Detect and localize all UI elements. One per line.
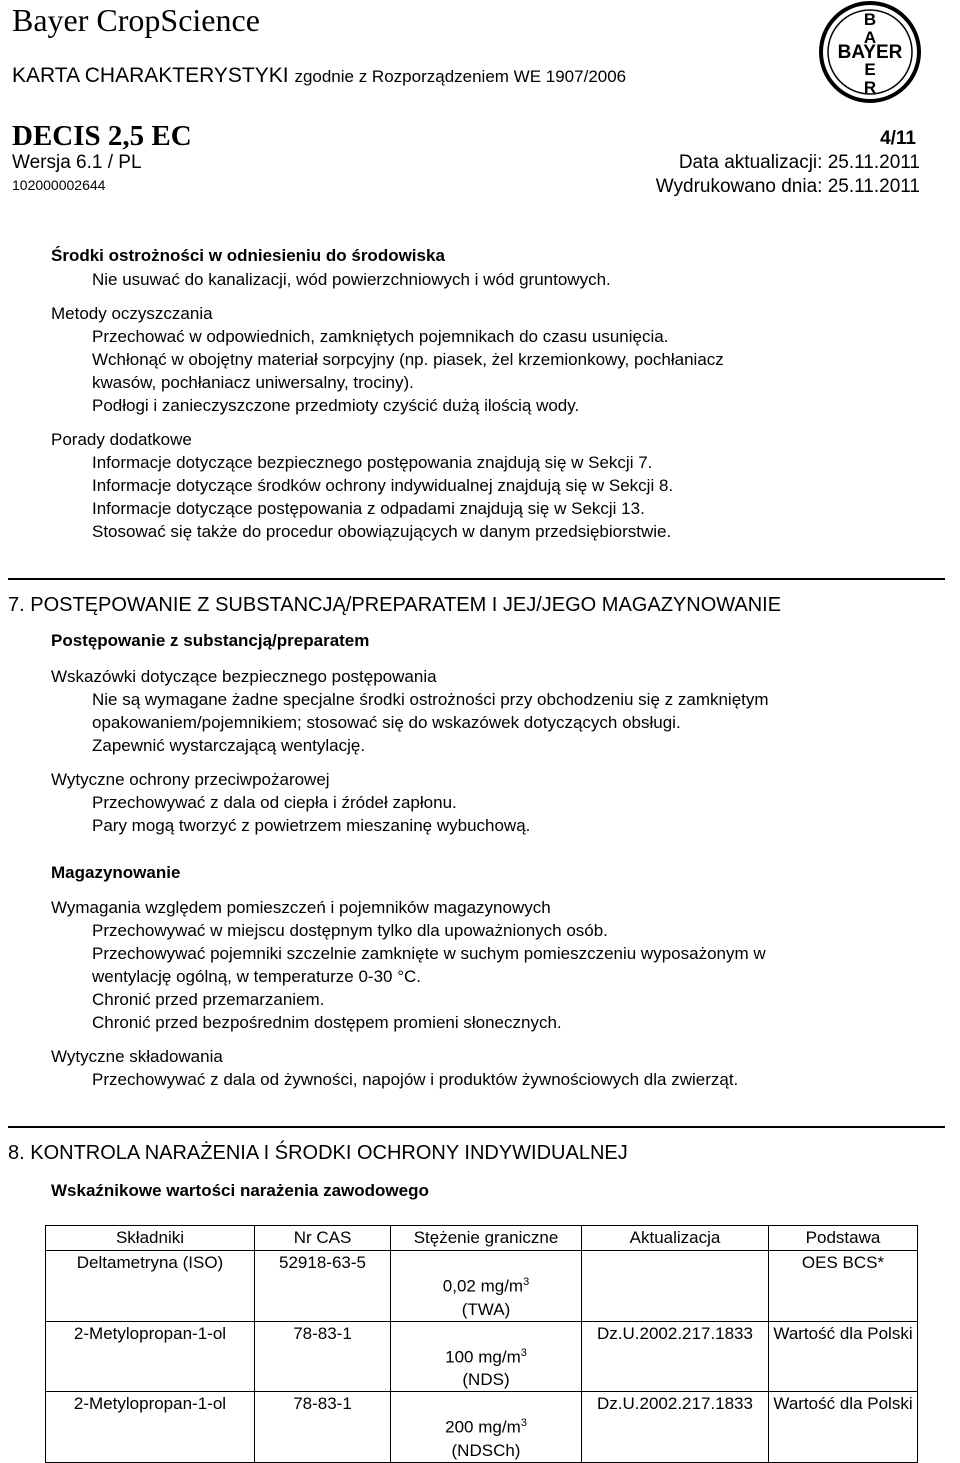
fire-protection-heading: Wytyczne ochrony przeciwpożarowej — [51, 770, 330, 789]
cell-basis: Wartość dla Polski — [769, 1321, 918, 1392]
advice-heading: Porady dodatkowe — [51, 430, 192, 449]
table-row — [46, 1251, 918, 1322]
advice-line: Stosować się także do procedur obowiązujących w danym przedsiębiorstwie. — [92, 522, 672, 541]
cell-cas: 52918-63-5 — [255, 1251, 391, 1322]
cell-update: Dz.U.2002.217.1833 — [582, 1321, 769, 1392]
cell-basis: Wartość dla Polski — [769, 1392, 918, 1463]
fire-protection-line: Przechowywać z dala od ciepła i źródeł zapłonu. — [92, 793, 457, 812]
exposure-limits-table — [45, 1225, 918, 1463]
regulation-label: zgodnie z Rozporządzeniem WE 1907/2006 — [294, 67, 627, 86]
exposure-limits-heading: Wskaźnikowe wartości narażenia zawodowego — [51, 1181, 429, 1200]
document-code: 102000002644 — [12, 177, 106, 193]
cleanup-line: Podłogi i zanieczyszczone przedmioty czyścić dużą ilością wody. — [92, 396, 580, 415]
storage-requirements-line: Przechowywać pojemniki szczelnie zamknięte w suchym pomieszczeniu wyposażonym w — [92, 944, 766, 963]
cell-basis: OES BCS* — [769, 1251, 918, 1322]
limit-exponent: 3 — [520, 1346, 527, 1359]
version-label: Wersja 6.1 / PL — [12, 152, 142, 173]
storage-heading: Magazynowanie — [51, 863, 181, 882]
advice-line: Informacje dotyczące postępowania z odpadami znajdują się w Sekcji 13. — [92, 499, 645, 518]
fire-protection-line: Pary mogą tworzyć z powietrzem mieszaninę wybuchową. — [92, 816, 531, 835]
limit-type: (TWA) — [461, 1299, 511, 1319]
column-header-component: Składniki — [46, 1226, 255, 1251]
brand-name: Bayer CropScience — [12, 2, 260, 38]
limit-type: (NDS) — [462, 1370, 510, 1390]
column-header-update: Aktualizacja — [582, 1226, 769, 1251]
logo-letter-a: A — [863, 28, 877, 47]
limit-exponent: 3 — [523, 1276, 530, 1288]
logo-letter-e: E — [864, 60, 876, 79]
handling-heading: Postępowanie z substancją/preparatem — [51, 631, 370, 650]
cell-limit — [391, 1321, 582, 1392]
product-name: DECIS 2,5 EC — [12, 120, 192, 152]
limit-value: 100 mg/m — [445, 1347, 521, 1367]
storage-guidelines-text: Przechowywać z dala od żywności, napojów i produktów żywnościowych dla zwierząt. — [92, 1070, 739, 1089]
logo-letter-r: R — [863, 78, 877, 97]
storage-requirements-line: Chronić przed przemarzaniem. — [92, 990, 325, 1009]
safe-handling-line: opakowaniem/pojemnikiem; stosować się do wskazówek dotyczących obsługi. — [92, 713, 681, 732]
print-date: Wydrukowano dnia: 25.11.2011 — [655, 176, 920, 197]
limit-type: (NDSCh) — [451, 1440, 521, 1460]
cell-component: 2-Metylopropan-1-ol — [46, 1392, 255, 1463]
cleanup-line: Wchłonąć w obojętny materiał sorpcyjny (np. piasek, żel krzemionkowy, pochłaniacz — [92, 350, 724, 369]
limit-value: 0,02 mg/m — [442, 1276, 524, 1296]
table-header-row — [46, 1226, 918, 1251]
cleanup-heading: Metody oczyszczania — [51, 304, 213, 323]
storage-requirements-line: wentylację ogólną, w temperaturze 0-30 °C. — [92, 967, 422, 986]
env-precautions-text: Nie usuwać do kanalizacji, wód powierzchniowych i wód gruntowych. — [92, 270, 611, 289]
logo-word-bayer: BAYER — [837, 42, 903, 63]
section-divider — [8, 578, 945, 580]
section-8-title: 8. KONTROLA NARAŻENIA I ŚRODKI OCHRONY INDYWIDUALNEJ — [8, 1142, 628, 1164]
cell-limit — [391, 1251, 582, 1322]
cell-component: 2-Metylopropan-1-ol — [46, 1321, 255, 1392]
column-header-cas: Nr CAS — [255, 1226, 391, 1251]
storage-guidelines-heading: Wytyczne składowania — [51, 1047, 223, 1066]
storage-requirements-heading: Wymagania względem pomieszczeń i pojemników magazynowych — [51, 898, 551, 917]
storage-requirements-line: Przechowywać w miejscu dostępnym tylko dla upoważnionych osób. — [92, 921, 608, 940]
update-date: Data aktualizacji: 25.11.2011 — [678, 152, 920, 173]
table-row — [46, 1321, 918, 1392]
cleanup-line: kwasów, pochłaniacz uniwersalny, trociny). — [92, 373, 414, 392]
safe-handling-line: Zapewnić wystarczającą wentylację. — [92, 736, 366, 755]
advice-line: Informacje dotyczące bezpiecznego postępowania znajdują się w Sekcji 7. — [92, 453, 653, 472]
cell-cas: 78-83-1 — [255, 1321, 391, 1392]
page-number: 4/11 — [880, 128, 916, 149]
cell-component: Deltametryna (ISO) — [46, 1251, 255, 1322]
column-header-limit: Stężenie graniczne — [391, 1226, 582, 1251]
cell-limit — [391, 1392, 582, 1463]
limit-value: 200 mg/m — [445, 1417, 521, 1437]
cell-update — [582, 1251, 769, 1322]
bayer-cross-logo — [818, 0, 922, 104]
column-header-basis: Podstawa — [769, 1226, 918, 1251]
document-type — [12, 64, 626, 88]
cleanup-line: Przechować w odpowiednich, zamkniętych pojemnikach do czasu usunięcia. — [92, 327, 669, 346]
limit-exponent: 3 — [520, 1417, 527, 1430]
safe-handling-heading: Wskazówki dotyczące bezpiecznego postępowania — [51, 667, 437, 686]
section-7-title: 7. POSTĘPOWANIE Z SUBSTANCJĄ/PREPARATEM I JEJ/JEGO MAGAZYNOWANIE — [8, 594, 782, 616]
section-divider — [8, 1126, 945, 1128]
cell-update: Dz.U.2002.217.1833 — [582, 1392, 769, 1463]
env-precautions-heading: Środki ostrożności w odniesieniu do środowiska — [51, 246, 445, 265]
storage-requirements-line: Chronić przed bezpośrednim dostępem promieni słonecznych. — [92, 1013, 562, 1032]
advice-line: Informacje dotyczące środków ochrony indywidualnej znajdują się w Sekcji 8. — [92, 476, 674, 495]
doc-type-label: KARTA CHARAKTERYSTYKI — [12, 64, 289, 87]
cell-cas: 78-83-1 — [255, 1392, 391, 1463]
table-row — [46, 1392, 918, 1463]
safe-handling-line: Nie są wymagane żadne specjalne środki ostrożności przy obchodzeniu się z zamkniętym — [92, 690, 769, 709]
logo-letter-b: B — [863, 10, 877, 29]
